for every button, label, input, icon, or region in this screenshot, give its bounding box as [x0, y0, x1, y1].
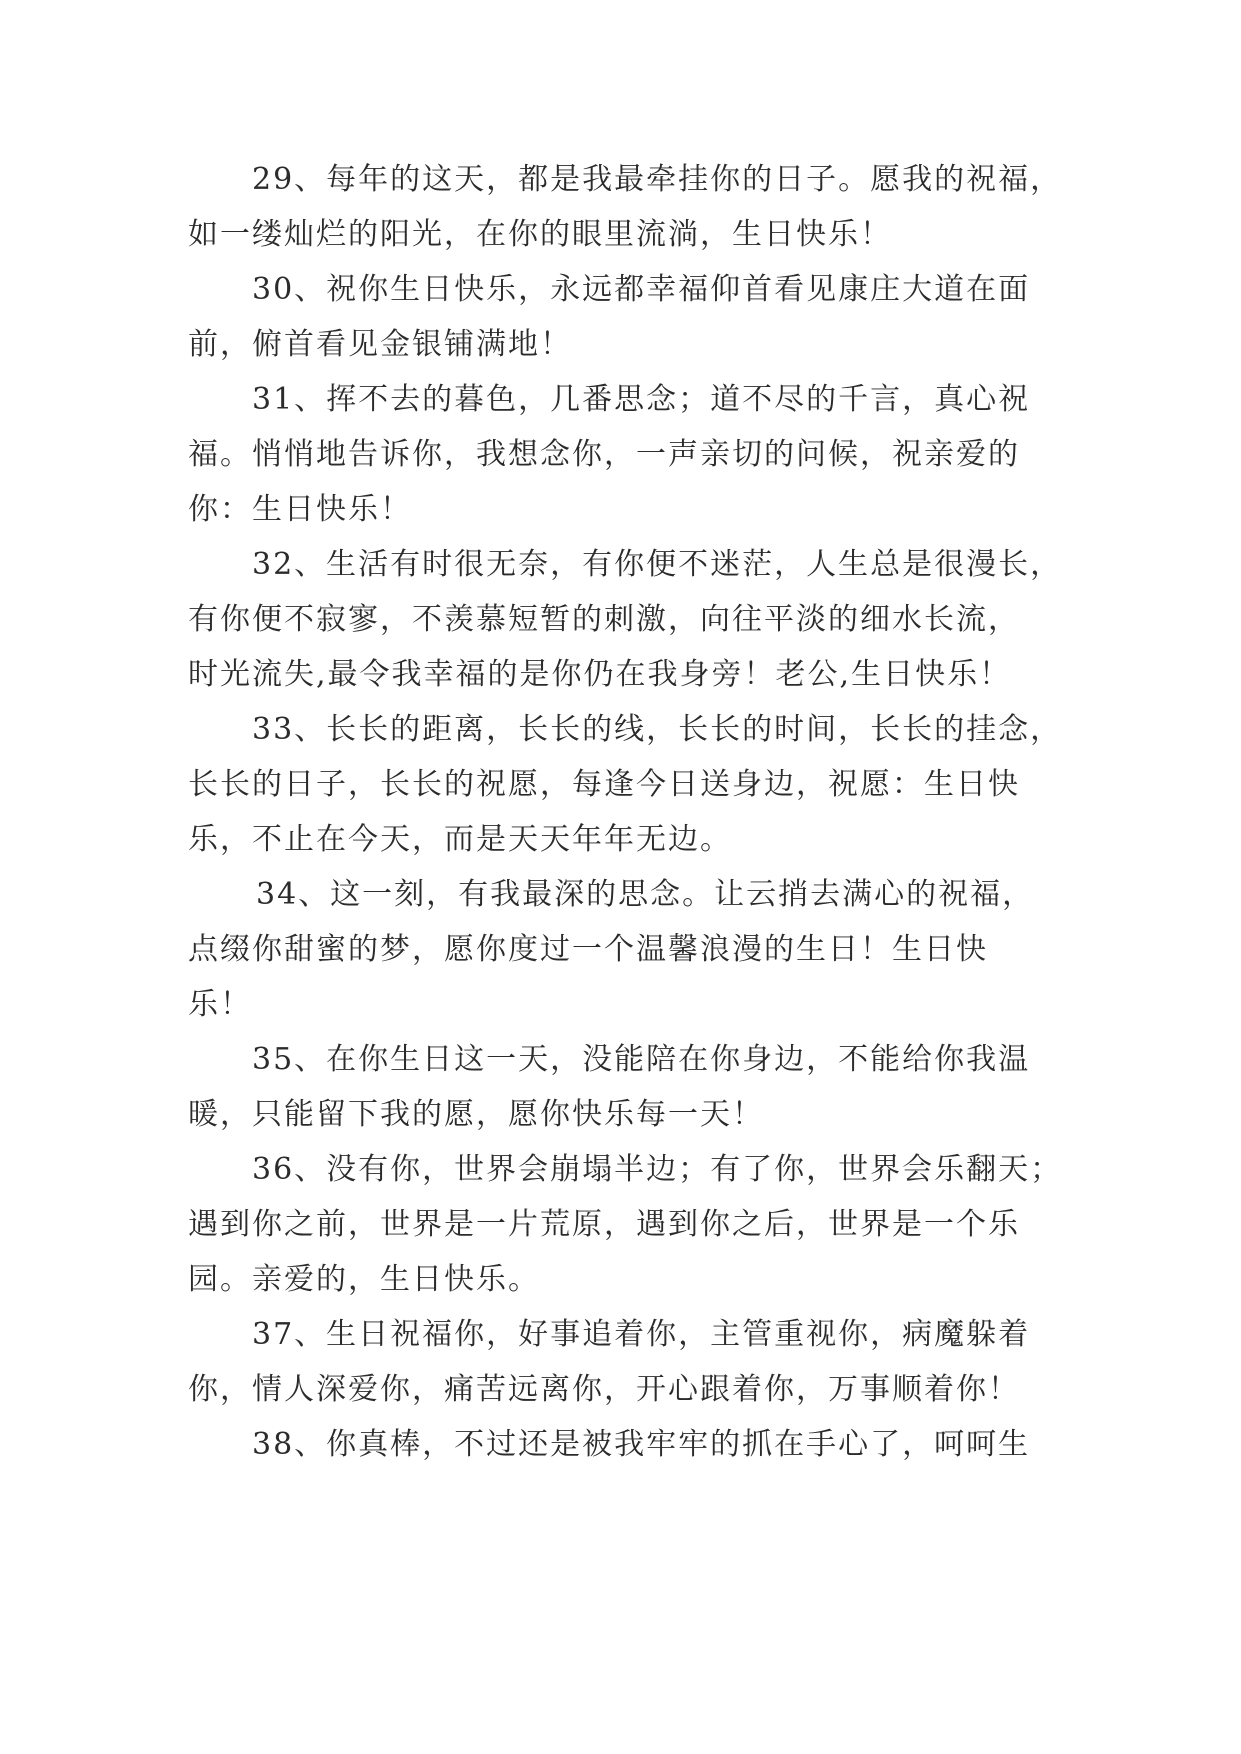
- paragraph-31-line-3: 你：生日快乐！: [188, 492, 412, 527]
- paragraph-31-line-2: 福。悄悄地告诉你，我想念你，一声亲切的问候，祝亲爱的: [188, 437, 1020, 472]
- paragraph-37-line-2: 你，情人深爱你，痛苦远离你，开心跟着你，万事顺着你！: [188, 1372, 1020, 1407]
- paragraph-31-line-1: 31、挥不去的暮色，几番思念；道不尽的千言，真心祝: [252, 382, 1031, 417]
- paragraph-29-line-1: 29、每年的这天，都是我最牵挂你的日子。愿我的祝福，: [252, 162, 1063, 197]
- paragraph-33-line-1: 33、长长的距离，长长的线，长长的时间，长长的挂念，: [252, 712, 1063, 747]
- paragraph-36-line-3: 园。亲爱的，生日快乐。: [188, 1262, 540, 1297]
- paragraph-32-line-1: 32、生活有时很无奈，有你便不迷茫，人生总是很漫长，: [252, 547, 1063, 582]
- paragraph-34-line-2: 点缀你甜蜜的梦，愿你度过一个温馨浪漫的生日！生日快: [188, 932, 988, 967]
- paragraph-29-line-2: 如一缕灿烂的阳光，在你的眼里流淌，生日快乐！: [188, 217, 892, 252]
- paragraph-33-line-3: 乐，不止在今天，而是天天年年无边。: [188, 822, 732, 857]
- paragraph-34-line-1: 34、这一刻，有我最深的思念。让云捎去满心的祝福，: [256, 877, 1035, 912]
- paragraph-36-line-2: 遇到你之前，世界是一片荒原，遇到你之后，世界是一个乐: [188, 1207, 1020, 1242]
- paragraph-38-line-1: 38、你真棒，不过还是被我牢牢的抓在手心了，呵呵生: [252, 1427, 1031, 1462]
- paragraph-30-line-1: 30、祝你生日快乐，永远都幸福仰首看见康庄大道在面: [252, 272, 1031, 307]
- paragraph-30-line-2: 前，俯首看见金银铺满地！: [188, 327, 572, 362]
- paragraph-32-line-2: 有你便不寂寥，不羡慕短暂的刺激，向往平淡的细水长流，: [188, 602, 1020, 637]
- paragraph-33-line-2: 长长的日子，长长的祝愿，每逢今日送身边，祝愿：生日快: [188, 767, 1020, 802]
- paragraph-35-line-1: 35、在你生日这一天，没能陪在你身边，不能给你我温: [252, 1042, 1031, 1077]
- paragraph-34-line-3: 乐！: [188, 987, 252, 1022]
- paragraph-36-line-1: 36、没有你，世界会崩塌半边；有了你，世界会乐翻天；: [252, 1152, 1063, 1187]
- paragraph-32-line-3: 时光流失,最令我幸福的是你仍在我身旁！老公,生日快乐！: [188, 657, 1012, 692]
- paragraph-37-line-1: 37、生日祝福你，好事追着你，主管重视你，病魔躲着: [252, 1317, 1031, 1352]
- paragraph-35-line-2: 暖，只能留下我的愿，愿你快乐每一天！: [188, 1097, 764, 1132]
